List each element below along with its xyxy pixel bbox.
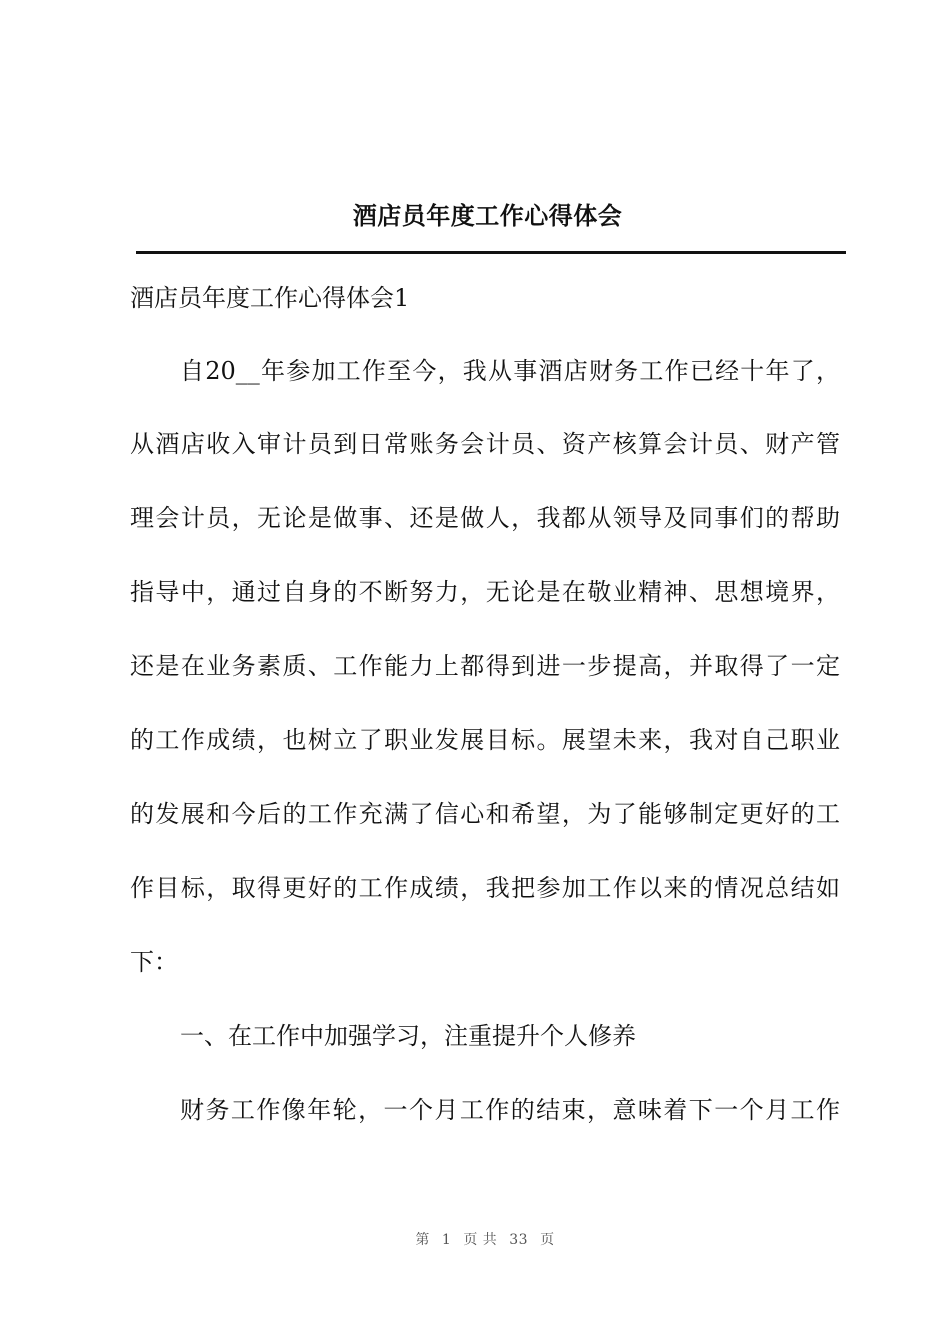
section-heading: 酒店员年度工作心得体会1 [130,284,410,312]
footer-page-label: 第 [415,1232,430,1248]
document-title: 酒店员年度工作心得体会 [352,201,623,230]
paragraph-line: 下： [130,948,178,976]
paragraph-line: 从酒店收入审计员到日常账务会计员、资产核算会计员、财产管 [130,430,840,458]
footer-total-suffix: 页 [540,1232,555,1248]
paragraph-line: 指导中，通过自身的不断努力，无论是在敬业精神、思想境界， [130,578,840,606]
paragraph-line: 理会计员，无论是做事、还是做人，我都从领导及同事们的帮助 [130,504,840,532]
paragraph-line: 的工作成绩，也树立了职业发展目标。展望未来，我对自己职业 [130,726,840,754]
footer-total-pages: 33 [509,1232,529,1248]
paragraph-line: 的发展和今后的工作充满了信心和希望，为了能够制定更好的工 [130,800,840,828]
title-divider [136,251,846,254]
paragraph-line: 还是在业务素质、工作能力上都得到进一步提高，并取得了一定 [130,652,840,680]
subheading: 一、在工作中加强学习，注重提升个人修养 [180,1022,636,1050]
paragraph-line: 自20__年参加工作至今，我从事酒店财务工作已经十年了， [180,357,840,385]
footer-total-prefix: 页 共 [463,1232,498,1248]
footer-current-page: 1 [441,1232,452,1248]
page-footer [0,1229,950,1249]
paragraph-line: 财务工作像年轮，一个月工作的结束，意味着下一个月工作 [180,1096,840,1124]
paragraph-line: 作目标，取得更好的工作成绩，我把参加工作以来的情况总结如 [130,874,840,902]
